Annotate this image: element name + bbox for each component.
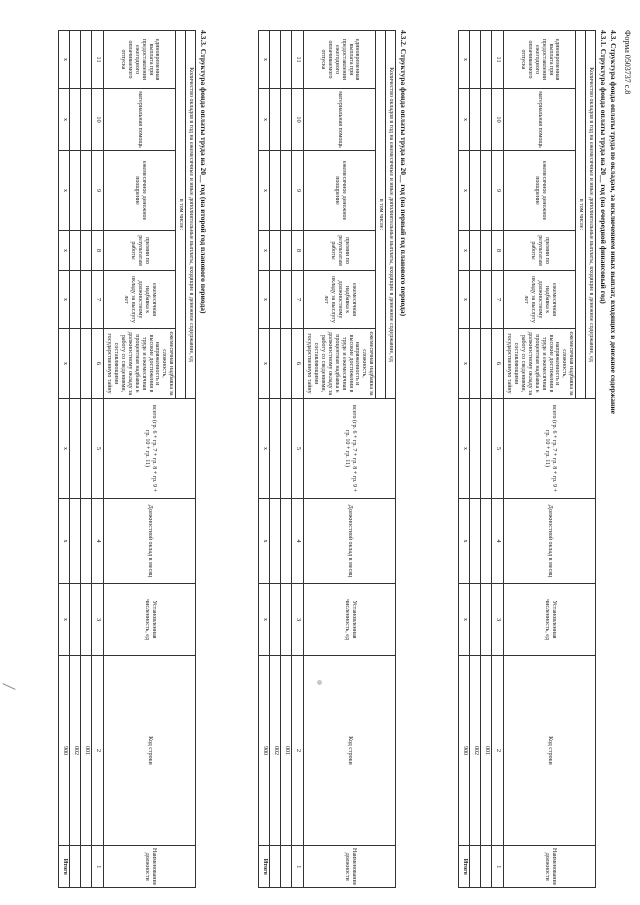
- form-code: Форма 0503737 с.8: [623, 30, 632, 95]
- column-number: 2: [292, 656, 304, 846]
- column-number: 10: [292, 89, 304, 151]
- total-row: [259, 31, 270, 888]
- table-row: [270, 31, 281, 888]
- header-incl-cell: в том числе:: [176, 31, 186, 399]
- data-cell: [270, 89, 281, 151]
- x-mark-cell: х: [59, 231, 70, 271]
- data-cell: [70, 329, 81, 399]
- header-total-cell: всего (гр. 6 + гр. 7 + гр. 8 + гр. 9 + гр. 10 + гр. 11): [504, 399, 596, 499]
- table-row: [281, 31, 292, 888]
- x-mark-cell: х: [259, 151, 270, 231]
- data-cell: [481, 89, 492, 151]
- column-number: 7: [92, 271, 104, 329]
- fot-table-3: [58, 30, 196, 888]
- header-name-cell: Наименование должности: [504, 846, 596, 888]
- x-mark-cell: х: [59, 31, 70, 89]
- table-row: [81, 31, 92, 888]
- header-c9-cell: ежемесячное денежное поощрение: [104, 151, 176, 231]
- x-mark-cell: х: [59, 329, 70, 399]
- x-mark-cell: х: [259, 584, 270, 656]
- header-staff-cell: Установленная численность, ед: [504, 584, 596, 656]
- x-mark-cell: х: [459, 151, 470, 231]
- column-number: 2: [92, 656, 104, 846]
- data-cell: [281, 151, 292, 231]
- data-cell: [70, 399, 81, 499]
- fot-table-1: [458, 30, 596, 888]
- header-total-cell: всего (гр. 6 + гр. 7 + гр. 8 + гр. 9 + гр. 10 + гр. 11): [304, 399, 396, 499]
- total-label-cell: Итого: [259, 846, 270, 888]
- x-mark-cell: х: [259, 271, 270, 329]
- data-cell: [470, 31, 481, 89]
- column-number: 10: [492, 89, 504, 151]
- x-mark-cell: х: [459, 271, 470, 329]
- total-row: [459, 31, 470, 888]
- row-name-cell: [70, 846, 81, 888]
- header-c7-cell: ежемесячная надбавка к должностному окладу за выслугу лет: [504, 271, 576, 329]
- header-incl-cell: в том числе:: [576, 31, 586, 399]
- header-c6-cell: ежемесячная надбавка за сложность, напряженность и высокие достижения в труде и ежемесячная процентная надбавка к должностному окладу за работу со сведениями, составляющими государственную тайну: [104, 329, 176, 399]
- data-cell: [470, 329, 481, 399]
- column-number: 10: [92, 89, 104, 151]
- row-name-cell: [281, 846, 292, 888]
- data-cell: [470, 151, 481, 231]
- data-cell: [81, 231, 92, 271]
- header-salary-cell: Должностной оклад в месяц: [104, 499, 196, 584]
- x-mark-cell: х: [59, 399, 70, 499]
- section-title-main: 4.3. Структура фонда оплаты труда по окладам, за исключением иных выплат, входящих в денежное содержание: [609, 30, 618, 415]
- data-cell: [270, 271, 281, 329]
- data-cell: [270, 329, 281, 399]
- total-code-cell: 900: [259, 656, 270, 846]
- data-cell: [70, 231, 81, 271]
- x-mark-cell: х: [459, 329, 470, 399]
- data-cell: [270, 499, 281, 584]
- data-cell: [481, 584, 492, 656]
- column-number: 11: [292, 31, 304, 89]
- data-cell: [281, 231, 292, 271]
- x-mark-cell: х: [459, 231, 470, 271]
- x-mark-cell: х: [459, 31, 470, 89]
- row-name-cell: [481, 846, 492, 888]
- column-number: 4: [92, 499, 104, 584]
- table-row: [470, 31, 481, 888]
- header-c11-cell: единовременная выплата при предоставлении ежегодного оплачиваемого отпуска: [104, 31, 176, 89]
- header-code-cell: Код строки: [304, 656, 396, 846]
- row-name-cell: [81, 846, 92, 888]
- data-cell: [281, 89, 292, 151]
- header-c10-cell: материальная помощь: [304, 89, 376, 151]
- section-title-2: 4.3.2. Структура фонда оплаты труда на 20__ год (на первый год планового периода): [399, 30, 408, 317]
- header-c6-cell: ежемесячная надбавка за сложность, напряженность и высокие достижения в труде и ежемесячная процентная надбавка к должностному окладу за работу со сведениями, составляющими государственную тайну: [504, 329, 576, 399]
- row-name-cell: [470, 846, 481, 888]
- pen-mark: [2, 683, 15, 690]
- data-cell: [81, 151, 92, 231]
- header-code-cell: Код строки: [504, 656, 596, 846]
- data-cell: [481, 499, 492, 584]
- column-number: 6: [492, 329, 504, 399]
- data-cell: [81, 89, 92, 151]
- data-cell: [481, 151, 492, 231]
- header-c11-cell: единовременная выплата при предоставлении ежегодного оплачиваемого отпуска: [304, 31, 376, 89]
- table-row: [481, 31, 492, 888]
- column-number: 4: [492, 499, 504, 584]
- table-row: [70, 31, 81, 888]
- row-code-cell: 002: [470, 656, 481, 846]
- data-cell: [470, 271, 481, 329]
- data-cell: [270, 584, 281, 656]
- data-cell: [281, 499, 292, 584]
- header-c9-cell: ежемесячное денежное поощрение: [504, 151, 576, 231]
- x-mark-cell: х: [259, 399, 270, 499]
- row-code-cell: 001: [81, 656, 92, 846]
- data-cell: [481, 399, 492, 499]
- total-code-cell: 900: [59, 656, 70, 846]
- data-cell: [481, 329, 492, 399]
- data-cell: [81, 499, 92, 584]
- x-mark-cell: х: [259, 499, 270, 584]
- header-group-cell: Количество окладов в год на ежемесячные и иные дополнительные выплаты, входящие в денежное содержание, ед: [186, 31, 196, 399]
- x-mark-cell: х: [259, 31, 270, 89]
- header-c10-cell: материальная помощь: [104, 89, 176, 151]
- header-group-cell: Количество окладов в год на ежемесячные и иные дополнительные выплаты, входящие в денежное содержание, ед: [386, 31, 396, 399]
- header-code-cell: Код строки: [104, 656, 196, 846]
- column-number: 9: [292, 151, 304, 231]
- row-code-cell: 002: [270, 656, 281, 846]
- data-cell: [270, 31, 281, 89]
- total-label-cell: Итого: [459, 846, 470, 888]
- x-mark-cell: х: [459, 584, 470, 656]
- column-number: 1: [292, 846, 304, 888]
- column-number: 8: [292, 231, 304, 271]
- column-number: 11: [492, 31, 504, 89]
- header-c7-cell: ежемесячная надбавка к должностному окладу за выслугу лет: [104, 271, 176, 329]
- data-cell: [70, 151, 81, 231]
- header-c9-cell: ежемесячное денежное поощрение: [304, 151, 376, 231]
- data-cell: [270, 231, 281, 271]
- data-cell: [70, 584, 81, 656]
- data-cell: [470, 231, 481, 271]
- data-cell: [470, 399, 481, 499]
- header-salary-cell: Должностной оклад в месяц: [304, 499, 396, 584]
- data-cell: [81, 31, 92, 89]
- x-mark-cell: х: [59, 271, 70, 329]
- header-staff-cell: Установленная численность, ед: [104, 584, 196, 656]
- column-number: 3: [292, 584, 304, 656]
- column-number: 5: [492, 399, 504, 499]
- column-number: 1: [92, 846, 104, 888]
- header-c7-cell: ежемесячная надбавка к должностному окладу за выслугу лет: [304, 271, 376, 329]
- data-cell: [481, 231, 492, 271]
- column-number: 6: [292, 329, 304, 399]
- section-title-1: 4.3.1. Структура фонда оплаты труда на 20__ год (на очередной финансовый год): [599, 30, 608, 304]
- x-mark-cell: х: [259, 231, 270, 271]
- x-mark-cell: х: [259, 329, 270, 399]
- data-cell: [70, 31, 81, 89]
- column-number: 2: [492, 656, 504, 846]
- fot-table-2: [258, 30, 396, 888]
- data-cell: [470, 584, 481, 656]
- x-mark-cell: х: [459, 89, 470, 151]
- header-group-cell: Количество окладов в год на ежемесячные и иные дополнительные выплаты, входящие в денежное содержание, ед: [586, 31, 596, 399]
- column-number: 9: [492, 151, 504, 231]
- header-salary-cell: Должностной оклад в месяц: [504, 499, 596, 584]
- data-cell: [81, 271, 92, 329]
- data-cell: [270, 399, 281, 499]
- row-code-cell: 002: [70, 656, 81, 846]
- column-number: 7: [492, 271, 504, 329]
- data-cell: [281, 399, 292, 499]
- x-mark-cell: х: [59, 499, 70, 584]
- data-cell: [281, 329, 292, 399]
- data-cell: [281, 271, 292, 329]
- x-mark-cell: х: [259, 89, 270, 151]
- data-cell: [481, 271, 492, 329]
- section-title-3: 4.3.3. Структура фонда оплаты труда на 20__ год (на второй год планового периода): [199, 30, 208, 314]
- header-c10-cell: материальная помощь: [504, 89, 576, 151]
- column-number: 1: [492, 846, 504, 888]
- total-row: [59, 31, 70, 888]
- header-name-cell: Наименование должности: [304, 846, 396, 888]
- column-number: 3: [92, 584, 104, 656]
- row-code-cell: 001: [281, 656, 292, 846]
- data-cell: [281, 584, 292, 656]
- header-c6-cell: ежемесячная надбавка за сложность, напряженность и высокие достижения в труде и ежемесячная процентная надбавка к должностному окладу за работу со сведениями, составляющими государственную тайну: [304, 329, 376, 399]
- column-number: 3: [492, 584, 504, 656]
- column-number: 5: [292, 399, 304, 499]
- row-code-cell: 001: [481, 656, 492, 846]
- header-c8-cell: премии по результатам работы: [504, 231, 576, 271]
- data-cell: [70, 89, 81, 151]
- header-name-cell: Наименование должности: [104, 846, 196, 888]
- header-c11-cell: единовременная выплата при предоставлении ежегодного оплачиваемого отпуска: [504, 31, 576, 89]
- total-code-cell: 900: [459, 656, 470, 846]
- x-mark-cell: х: [459, 499, 470, 584]
- column-number: 9: [92, 151, 104, 231]
- column-number: 4: [292, 499, 304, 584]
- header-total-cell: всего (гр. 6 + гр. 7 + гр. 8 + гр. 9 + гр. 10 + гр. 11): [104, 399, 196, 499]
- data-cell: [70, 271, 81, 329]
- header-c8-cell: премии по результатам работы: [104, 231, 176, 271]
- data-cell: [470, 89, 481, 151]
- header-staff-cell: Установленная численность, ед: [304, 584, 396, 656]
- total-label-cell: Итого: [59, 846, 70, 888]
- x-mark-cell: х: [59, 151, 70, 231]
- column-number: 8: [492, 231, 504, 271]
- column-number: 7: [292, 271, 304, 329]
- punch-hole-mark: [317, 680, 322, 685]
- x-mark-cell: х: [59, 584, 70, 656]
- column-number: 11: [92, 31, 104, 89]
- column-number: 6: [92, 329, 104, 399]
- column-number: 8: [92, 231, 104, 271]
- data-cell: [81, 399, 92, 499]
- data-cell: [70, 499, 81, 584]
- x-mark-cell: х: [59, 89, 70, 151]
- data-cell: [81, 584, 92, 656]
- header-incl-cell: в том числе:: [376, 31, 386, 399]
- x-mark-cell: х: [459, 399, 470, 499]
- row-name-cell: [270, 846, 281, 888]
- data-cell: [281, 31, 292, 89]
- column-number: 5: [92, 399, 104, 499]
- header-c8-cell: премии по результатам работы: [304, 231, 376, 271]
- data-cell: [81, 329, 92, 399]
- data-cell: [270, 151, 281, 231]
- data-cell: [470, 499, 481, 584]
- data-cell: [481, 31, 492, 89]
